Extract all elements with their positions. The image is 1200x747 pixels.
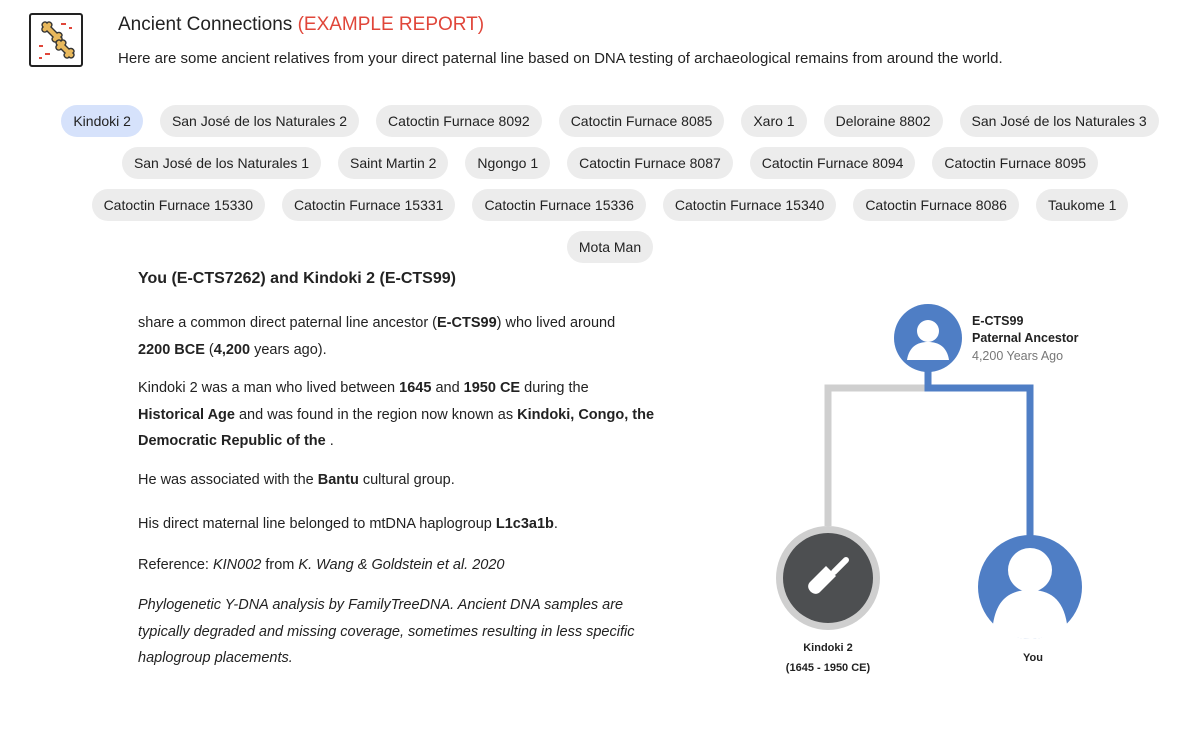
relative-chip[interactable]: Catoctin Furnace 15330	[92, 189, 265, 221]
trowel-icon	[776, 526, 880, 630]
ancestor-haplogroup: E-CTS99	[972, 314, 1024, 328]
ancient-relative-dates: (1645 - 1950 CE)	[785, 662, 871, 674]
example-report-tag: (EXAMPLE REPORT)	[297, 14, 485, 35]
details-heading: You (E-CTS7262) and Kindoki 2 (E-CTS99)	[138, 270, 456, 287]
you-person-icon	[978, 535, 1082, 639]
relative-chip[interactable]: Catoctin Furnace 15336	[472, 189, 645, 221]
ancestor-date: 2200 BCE	[138, 341, 205, 358]
relative-chip[interactable]: San José de los Naturales 3	[960, 105, 1159, 137]
relative-chip[interactable]: Taukome 1	[1036, 189, 1128, 221]
analysis-note: Phylogenetic Y-DNA analysis by FamilyTreeDNA. Ancient DNA samples are typically degraded and missing coverage, sometimes resulting in less specific haplogroup placements.	[138, 597, 635, 666]
relative-chip[interactable]: San José de los Naturales 1	[122, 147, 321, 179]
relative-chip[interactable]: Catoctin Furnace 8094	[750, 147, 916, 179]
relative-chip[interactable]: Catoctin Furnace 8085	[559, 105, 725, 137]
ancestor-age: 4,200 Years Ago	[972, 349, 1064, 363]
relative-chip[interactable]: San José de los Naturales 2	[160, 105, 359, 137]
common-ancestor-paragraph: share a common direct paternal line ancestor (E-CTS99) who lived around 2200 BCE (4,200 years ago).	[138, 315, 616, 358]
page-title	[118, 14, 484, 36]
region-value: Kindoki, Congo, the Democratic Republic of the	[138, 406, 655, 449]
report-header	[0, 0, 1200, 90]
mtdna-value: L1c3a1b	[495, 516, 554, 532]
relative-chip[interactable]: Catoctin Furnace 15340	[663, 189, 836, 221]
ancient-branch-line	[828, 366, 928, 526]
haplogroup-value: E-CTS99	[437, 315, 497, 331]
relative-chip[interactable]: Catoctin Furnace 8092	[376, 105, 542, 137]
years-ago: 4,200	[213, 341, 251, 358]
reference-authors: K. Wang & Goldstein et al. 2020	[298, 556, 505, 573]
ancient-relative-name: Kindoki 2	[803, 642, 853, 654]
relative-chip[interactable]: Deloraine 8802	[824, 105, 943, 137]
bones-icon	[29, 13, 83, 67]
relative-chip[interactable]: Saint Martin 2	[338, 147, 448, 179]
relative-chip[interactable]: Catoctin Furnace 8086	[853, 189, 1019, 221]
sample-id: KIN002	[212, 556, 262, 573]
culture-paragraph: He was associated with the Bantu cultural group.	[138, 471, 455, 488]
your-branch-line	[928, 366, 1030, 540]
relative-details	[138, 270, 658, 684]
relative-chip[interactable]: Catoctin Furnace 8095	[932, 147, 1098, 179]
page-subtitle: Here are some ancient relatives from your direct paternal line based on DNA testing of archaeological remains from around the world.	[118, 50, 1003, 67]
lifetime-paragraph: Kindoki 2 was a man who lived between 1645 and 1950 CE during the Historical Age and was found in the region now known as Kindoki, Congo, the Democratic Republic of the .	[138, 380, 655, 449]
reference-paragraph: Reference: KIN002 from K. Wang & Goldstein et al. 2020	[138, 556, 505, 573]
lineage-tree	[760, 290, 1160, 690]
ancestor-person-icon	[894, 304, 962, 372]
relative-chip[interactable]: Xaro 1	[741, 105, 806, 137]
relative-chip[interactable]: Mota Man	[567, 231, 653, 263]
culture-value: Bantu	[317, 471, 359, 488]
you-label: You	[1023, 652, 1043, 664]
ancient-relatives-selector	[50, 105, 1170, 263]
maternal-paragraph: His direct maternal line belonged to mtDNA haplogroup L1c3a1b.	[138, 516, 558, 532]
relative-chip[interactable]: Catoctin Furnace 15331	[282, 189, 455, 221]
relative-chip[interactable]: Ngongo 1	[465, 147, 550, 179]
relative-chip[interactable]: Catoctin Furnace 8087	[567, 147, 733, 179]
ancestor-role: Paternal Ancestor	[972, 331, 1079, 345]
title-text: Ancient Connections	[118, 14, 293, 35]
relative-chip[interactable]: Kindoki 2	[61, 105, 143, 137]
